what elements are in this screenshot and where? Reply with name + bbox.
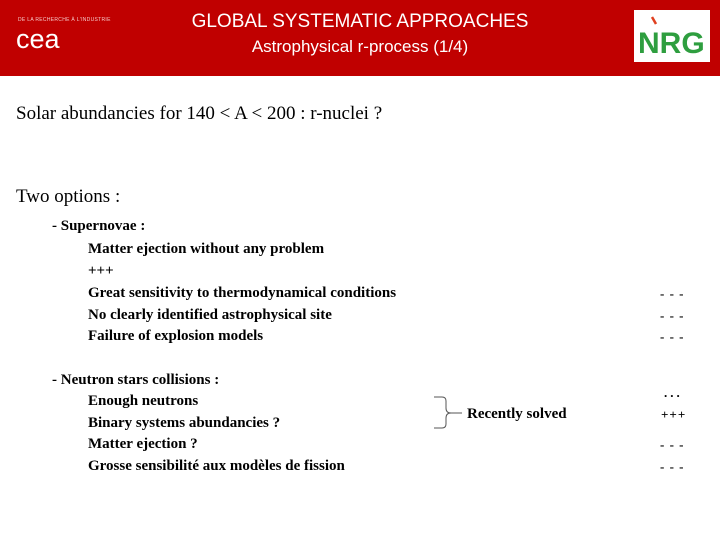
- supernovae-mark: - - -: [660, 329, 685, 344]
- neutron-stars-line: Grosse sensibilité aux modèles de fission: [88, 458, 345, 474]
- neutron-stars-mark: - - -: [660, 459, 685, 474]
- neutron-stars-mark: +++: [661, 407, 687, 422]
- supernovae-mark: - - -: [660, 286, 685, 301]
- nrg-logo-icon: [634, 10, 710, 62]
- neutron-stars-line: Matter ejection ?: [88, 436, 198, 452]
- recently-solved-label: Recently solved: [467, 406, 567, 422]
- supernovae-line: Matter ejection without any problem: [88, 241, 325, 257]
- slide-title: GLOBAL SYSTEMATIC APPROACHES: [191, 11, 529, 32]
- neutron-stars-line: Enough neutrons: [88, 393, 199, 409]
- cea-logo-icon: [16, 26, 78, 52]
- supernovae-mark: - - -: [660, 308, 685, 323]
- slide-subtitle: Astrophysical r-process (1/4): [251, 37, 469, 56]
- supernovae-line: No clearly identified astrophysical site: [88, 307, 332, 323]
- options-heading: Two options :: [16, 186, 121, 207]
- supernovae-line: Failure of explosion models: [88, 328, 264, 344]
- supernovae-line: Great sensitivity to thermodynamical conditions: [88, 285, 397, 301]
- neutron-stars-line: Binary systems abundancies ?: [88, 415, 281, 431]
- grouping-brace-icon: [432, 396, 466, 430]
- supernovae-line: +++: [88, 263, 114, 279]
- neutron-stars-mark: - - -: [660, 437, 685, 452]
- svg-text:NRG: NRG: [638, 27, 705, 60]
- neutron-stars-mark: ...: [664, 385, 683, 400]
- question-line: Solar abundancies for 140 < A < 200 : r-nuclei ?: [16, 103, 383, 124]
- logo-tagline: DE LA RECHERCHE À L'INDUSTRIE: [18, 17, 111, 23]
- supernovae-heading: - Supernovae :: [52, 218, 146, 234]
- header-banner: [0, 0, 720, 76]
- neutron-stars-heading: - Neutron stars collisions :: [52, 372, 220, 388]
- svg-text:cea: cea: [16, 26, 60, 52]
